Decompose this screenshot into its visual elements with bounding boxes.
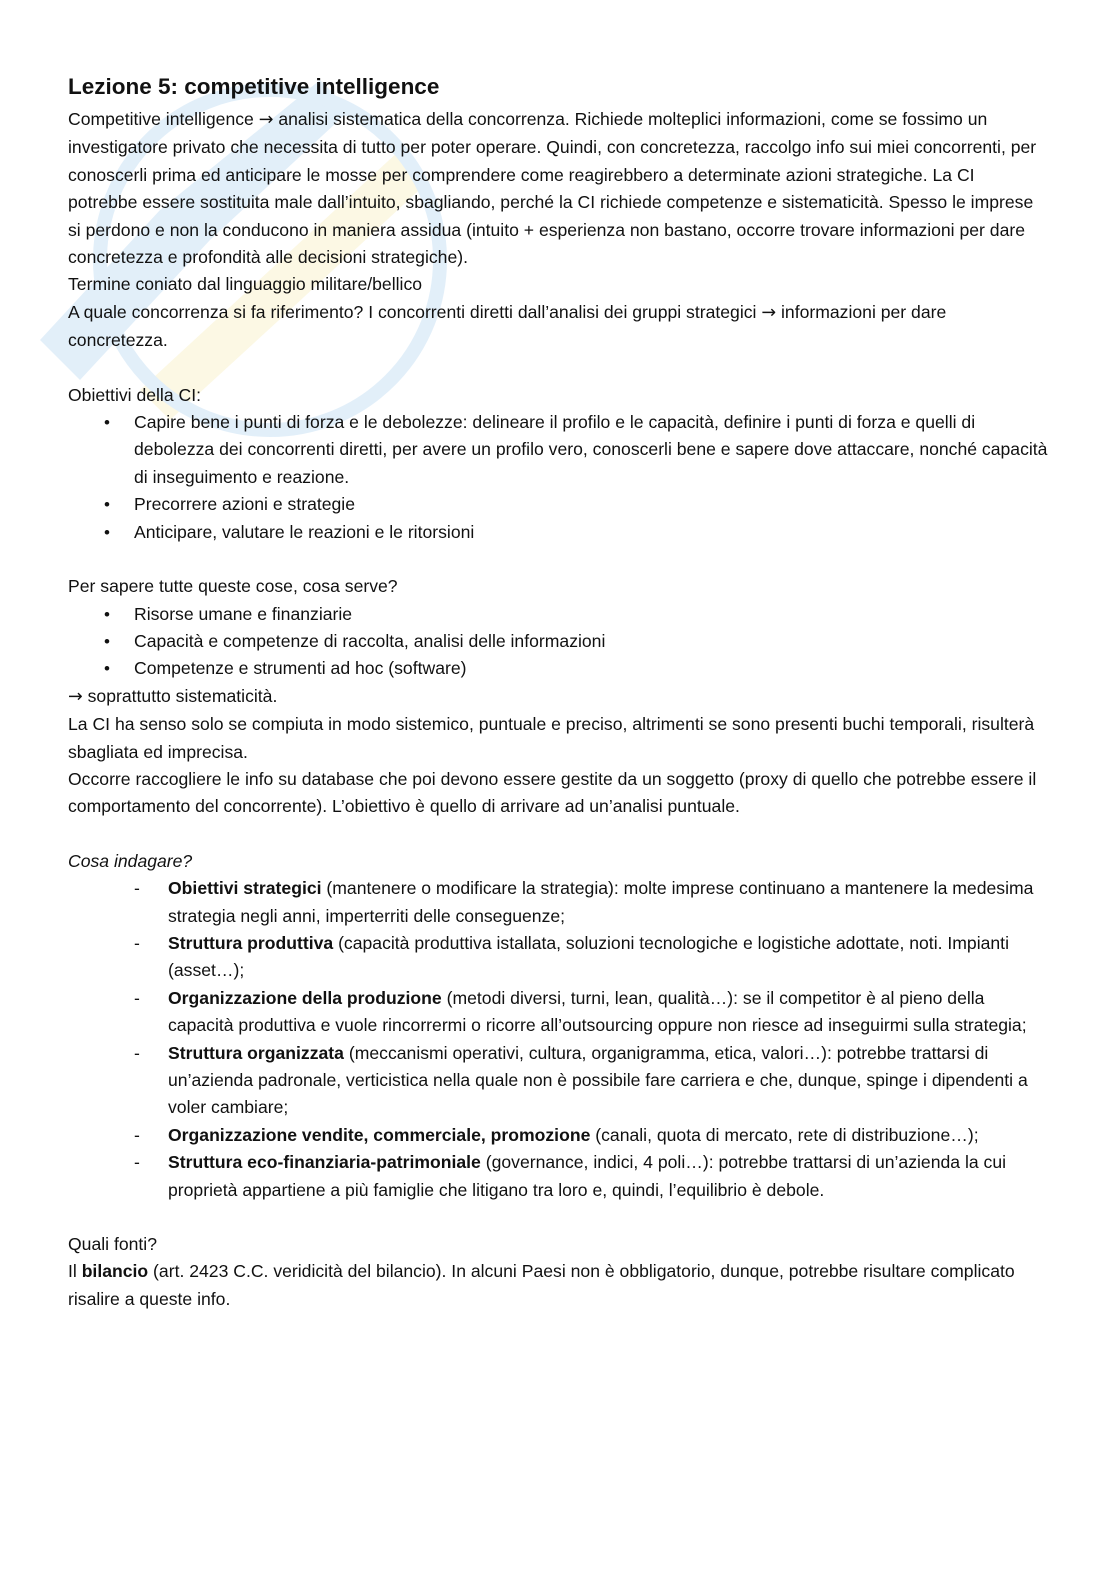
arrow-icon: → (68, 686, 83, 707)
requirements-list (68, 601, 1048, 683)
intro-paragraph (68, 106, 1048, 271)
investigate-heading (68, 848, 1048, 875)
item-term: Obiettivi strategici (168, 878, 322, 899)
list-item: • Capacità e competenze di raccolta, analisi delle informazioni (68, 628, 1048, 655)
document-page (68, 72, 1048, 1313)
list-item: • Risorse umane e finanziarie (68, 601, 1048, 628)
investigate-list (68, 875, 1048, 1204)
list-item: • Precorrere azioni e strategie (68, 491, 1048, 518)
intro-lead: Competitive intelligence (68, 109, 259, 129)
list-item (68, 1040, 1048, 1122)
item-description: (meccanismi operativi, cultura, organigramma, etica, valori…): potrebbe trattarsi di un’azienda padronale, verticistica nella quale non è possibile fare carriera e che, dunque, spinge i dipendenti a voler cambiare; (168, 1042, 1028, 1118)
sources-lead: Il (68, 1261, 82, 1282)
question-tail: informazioni per dare concretezza. (68, 301, 947, 351)
item-description: (metodi diversi, turni, lean, qualità…): se il competitor è al pieno della capacità produttiva e vuole rincorrermi o ricorre all’outsourcing oppure non riesce ad inseguirmi sulla strategia; (168, 987, 1027, 1036)
sources-term: bilancio (81, 1261, 149, 1282)
item-description: (capacità produttiva istallata, soluzioni tecnologiche e logistiche adottate, noti. Impianti (asset…); (168, 932, 1009, 981)
item-term: Organizzazione vendite, commerciale, promozione (168, 1124, 591, 1145)
list-item (68, 985, 1048, 1040)
item-term: Struttura produttiva (168, 932, 334, 953)
item-description: (canali, quota di mercato, rete di distribuzione…); (590, 1124, 979, 1145)
competition-question (68, 299, 1048, 355)
sources-paragraph (68, 1258, 1048, 1313)
requirements-conclusion (68, 683, 1048, 711)
list-item: • Capire bene i punti di forza e le debolezze: delineare il profilo e le capacità, definire i punti di forza e quelli di debolezza dei concorrenti diretti, per avere un profilo vero, conoscerli bene e sapere dove attaccare, nonché capacità di inseguimento e reazione. (68, 409, 1048, 491)
intro-text: analisi sistematica della concorrenza. Richiede molteplici informazioni, come se fossimo un investigatore privato che necessita di tutto per poter operare. Quindi, con concretezza, raccolgo info sui miei concorrenti, per conoscerli prima ed anticipare le mosse per comprendere come reagirebbero a determinate azioni strategiche. La CI potrebbe essere sostituita male dall’intuito, sbagliando, perché la CI richiede competenze e sistematicità. Spesso le imprese si perdono e non la conducono in maniera assidua (intuito + esperienza non bastano, occorre trovare informazioni per dare concretezza e profondità alle decisioni strategiche). (68, 109, 1037, 268)
list-item (68, 930, 1048, 985)
arrow-icon: → (258, 110, 274, 130)
requirements-heading: Per sapere tutte queste cose, cosa serve? (68, 576, 398, 597)
systemic-paragraph: La CI ha senso solo se compiuta in modo sistemico, puntuale e preciso, altrimenti se sono presenti buchi temporali, risulterà sbagliata ed imprecisa. (68, 714, 1035, 762)
objectives-heading: Obiettivi della CI: (68, 384, 201, 405)
list-item (68, 875, 1048, 930)
item-term: Struttura eco-finanziaria-patrimoniale (168, 1152, 481, 1173)
item-term: Organizzazione della produzione (168, 987, 442, 1008)
arrow-icon: → (761, 302, 777, 323)
item-description: (governance, indici, 4 poli…): potrebbe trattarsi di un’azienda la cui proprietà appartiene a più famiglie che litigano tra loro e, quindi, l’equilibrio è debole. (168, 1152, 1007, 1200)
item-term: Struttura organizzata (168, 1042, 344, 1063)
list-item: • Competenze e strumenti ad hoc (software) (68, 655, 1048, 682)
list-item (68, 1149, 1048, 1204)
sources-text: (art. 2423 C.C. veridicità del bilancio). In alcuni Paesi non è obbligatorio, dunque, potrebbe risultare complicato risalire a queste info. (68, 1261, 1015, 1309)
item-description: (mantenere o modificare la strategia): molte imprese continuano a mantenere la medesima strategia negli anni, imperterriti delle conseguenze; (168, 878, 1034, 926)
question-lead: A quale concorrenza si fa riferimento? I concorrenti diretti dall’analisi dei gruppi strategici (68, 301, 762, 322)
list-item: • Anticipare, valutare le reazioni e le ritorsioni (68, 519, 1048, 546)
term-origin: Termine coniato dal linguaggio militare/bellico (68, 274, 423, 295)
objectives-list (68, 409, 1048, 546)
list-item (68, 1122, 1048, 1149)
database-paragraph: Occorre raccogliere le info su database che poi devono essere gestite da un soggetto (proxy di quello che potrebbe essere il comportamento del concorrente). L’obiettivo è quello di arrivare ad un’analisi puntuale. (68, 768, 1037, 817)
sources-heading: Quali fonti? (68, 1234, 157, 1255)
page-title: Lezione 5: competitive intelligence (68, 74, 440, 99)
conclusion-text: soprattutto sistematicità. (82, 685, 278, 706)
investigate-heading-text: Cosa indagare? (68, 850, 193, 871)
